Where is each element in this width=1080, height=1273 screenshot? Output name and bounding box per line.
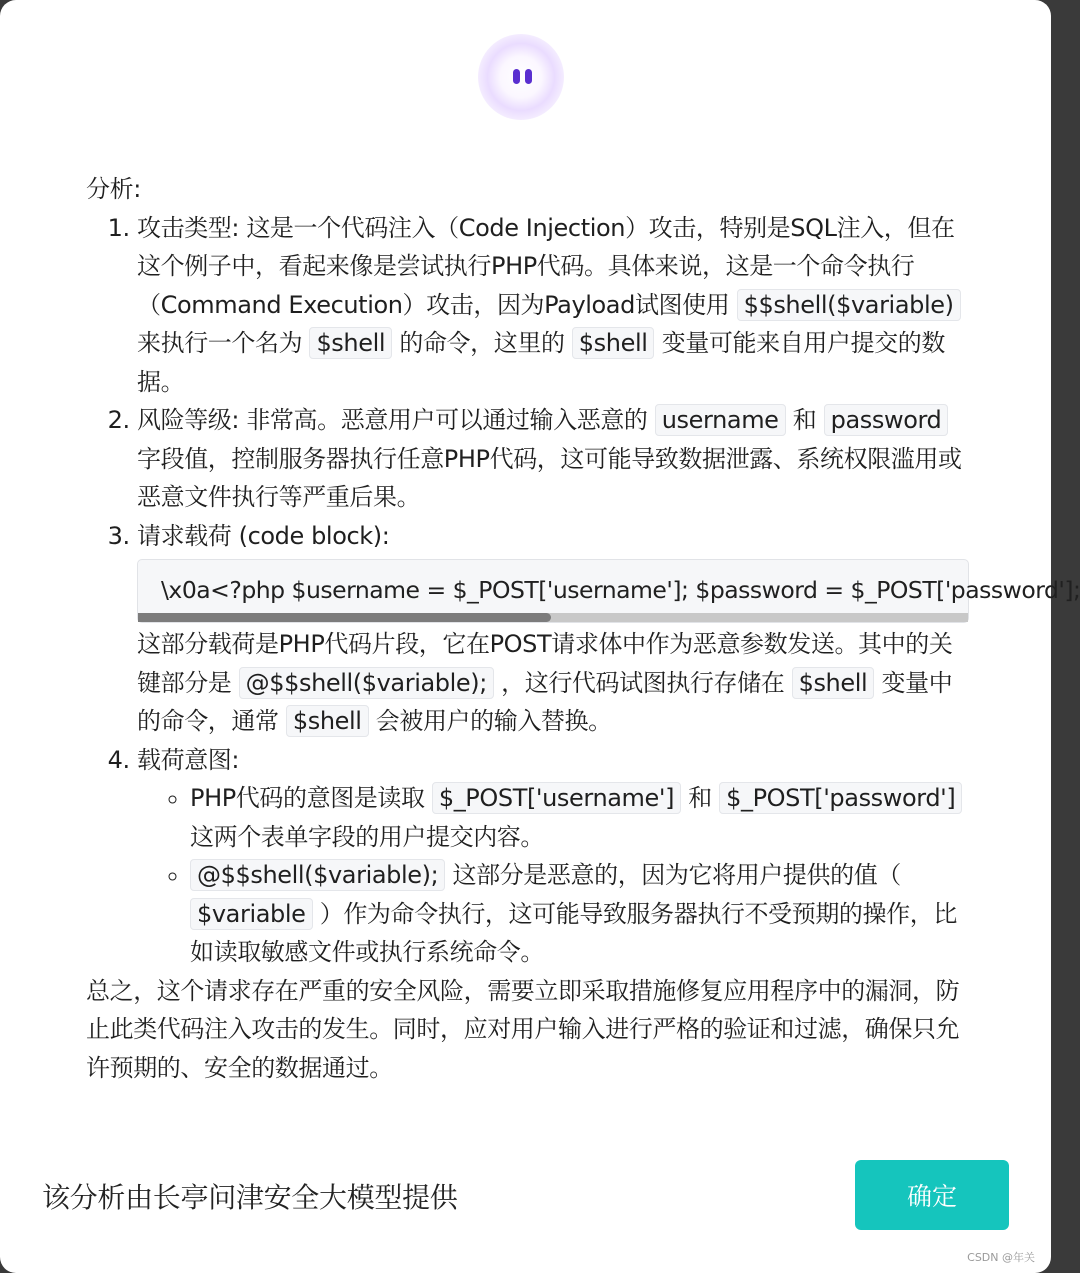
text-run: 载荷意图: xyxy=(137,745,240,774)
text-run: 和 xyxy=(681,784,720,812)
analysis-item xyxy=(137,209,970,402)
text-run: 这两个表单字段的用户提交内容。 xyxy=(190,822,544,851)
scrollbar-thumb[interactable] xyxy=(138,613,551,622)
analysis-content xyxy=(86,170,1080,1087)
text-run: 这部分是恶意的，因为它将用户提供的值（ xyxy=(445,861,901,889)
item-text xyxy=(137,746,239,774)
inline-code: @$$shell($variable); xyxy=(239,667,494,699)
inline-code: password xyxy=(824,404,949,436)
provider-text: 该分析由长亭问津安全大模型提供 xyxy=(42,1181,458,1214)
inline-code: $_POST['password'] xyxy=(719,782,962,814)
text-run: 变量中的命令，通常 xyxy=(137,668,953,735)
assistant-avatar-icon xyxy=(478,34,564,120)
item-text xyxy=(137,522,389,550)
inline-code: $shell xyxy=(286,705,369,737)
inline-code: $_POST['username'] xyxy=(432,782,681,814)
inline-code: @$$shell($variable); xyxy=(190,859,445,891)
text-run: 会被用户的输入替换。 xyxy=(368,707,612,735)
text-run: 请求载荷 (code block): xyxy=(137,521,390,550)
inline-code: $shell xyxy=(572,327,655,359)
analysis-item xyxy=(137,741,970,972)
analysis-item xyxy=(137,517,1080,741)
intent-sublist xyxy=(137,779,970,972)
text-run: 攻击类型: 这是一个代码注入（Code Injection）攻击，特别是SQL注入，但在这个例子中，看起来像是尝试执行PHP代码。具体来说，这是一个命令执行（Command Execution）攻击，因为Payload试图使用 xyxy=(137,213,955,319)
text-run: 的命令，这里的 xyxy=(392,329,572,357)
text-run: 变量可能来自用户提交的数据。 xyxy=(137,329,945,396)
horizontal-scrollbar[interactable] xyxy=(138,613,968,622)
item-text xyxy=(137,214,961,396)
text-run: 字段值，控制服务器执行任意PHP代码，这可能导致数据泄露、系统权限滥用或恶意文件执行等严重后果。 xyxy=(137,444,962,511)
sublist-item xyxy=(190,856,970,972)
analysis-list xyxy=(86,209,1080,972)
inline-code: $variable xyxy=(190,898,313,930)
payload-code-block[interactable] xyxy=(137,559,1080,623)
item-explanation xyxy=(137,630,952,737)
confirm-button[interactable]: 确定 xyxy=(855,1160,1009,1230)
text-run: 风险等级: 非常高。恶意用户可以通过输入恶意的 xyxy=(137,406,655,434)
inline-code: $$shell($variable) xyxy=(737,289,961,321)
inline-code: $shell xyxy=(792,667,875,699)
text-run: PHP代码的意图是读取 xyxy=(190,784,432,812)
item-text xyxy=(137,404,962,511)
analysis-item xyxy=(137,401,970,517)
text-run: 这部分载荷是PHP代码片段，它在POST请求体中作为恶意参数发送。其中的关键部分是 xyxy=(137,630,953,697)
watermark: CSDN @年关 xyxy=(967,1251,1035,1264)
summary-text: 总之，这个请求存在严重的安全风险，需要立即采取措施修复应用程序中的漏洞，防止此类代码注入攻击的发生。同时，应对用户输入进行严格的验证和过滤，确保只允许预期的、安全的数据通过。 xyxy=(86,976,960,1082)
analysis-label: 分析: xyxy=(86,175,141,203)
avatar-eye-left xyxy=(513,69,520,84)
text-run: ）作为命令执行，这可能导致服务器执行不受预期的操作，比如读取敏感文件或执行系统命令。 xyxy=(190,899,957,966)
text-run: 来执行一个名为 xyxy=(137,329,310,357)
text-run: ，这行代码试图执行存储在 xyxy=(493,668,792,697)
avatar-eye-right xyxy=(525,69,532,84)
inline-code: $shell xyxy=(309,327,392,359)
text-run: 和 xyxy=(785,406,824,434)
sublist-item xyxy=(190,779,970,856)
inline-code: username xyxy=(655,404,786,436)
code-line: \x0a<?php $username = $_POST['username']; $password = $_POST['password']; xyxy=(161,576,1080,604)
